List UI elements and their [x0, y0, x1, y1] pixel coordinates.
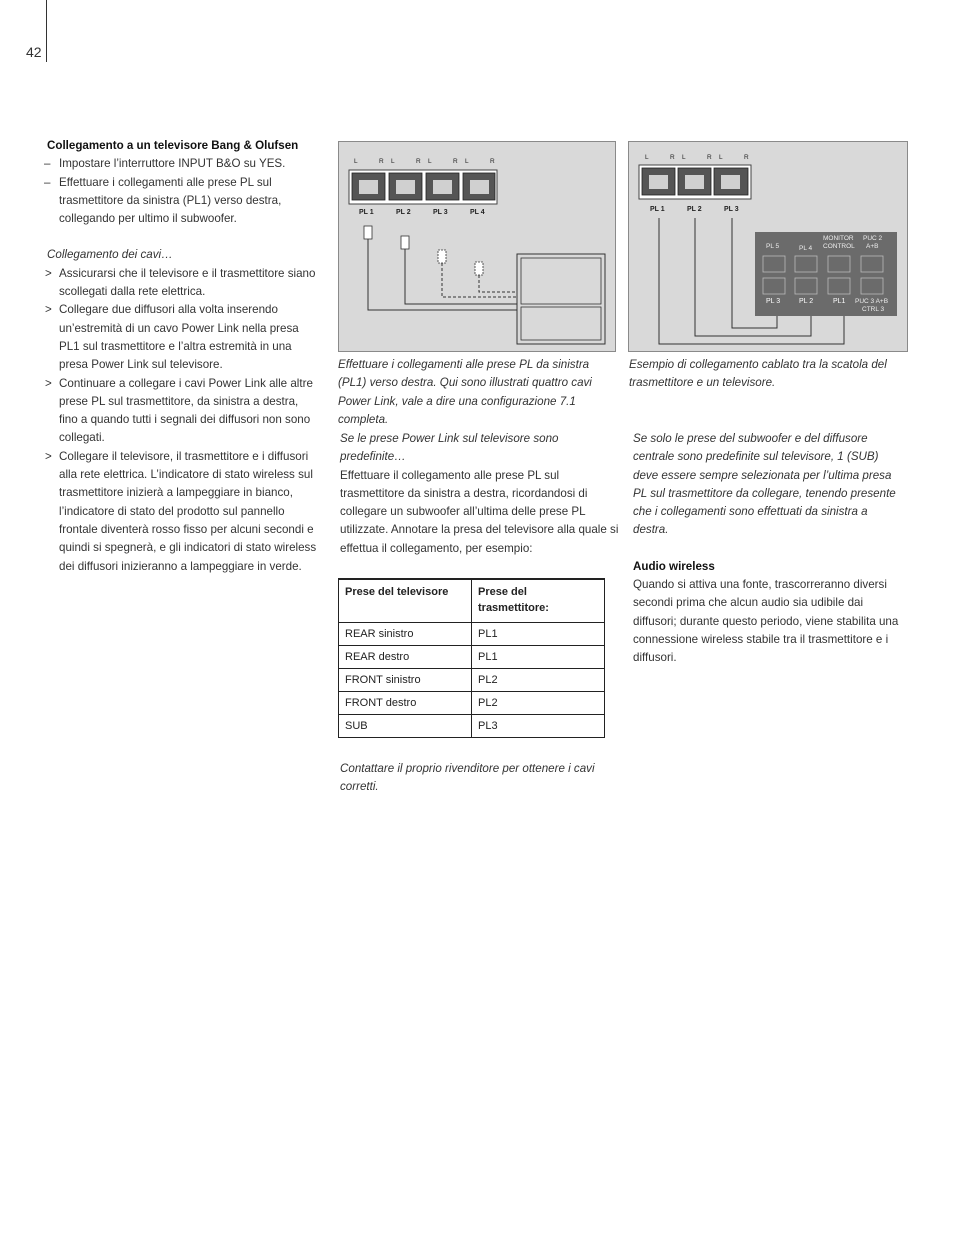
tv-port-label: PL 3: [766, 298, 781, 305]
tv-port-label: PL 5: [766, 243, 780, 250]
lr-label: R: [707, 154, 712, 161]
port-label: PL 1: [650, 206, 665, 213]
page-number: 42: [26, 44, 42, 60]
section-heading: Audio wireless: [633, 559, 715, 573]
port-label: PL 3: [724, 206, 739, 213]
lr-label: R: [453, 158, 458, 165]
table-row: [339, 669, 605, 692]
transmitter-diagram: [339, 142, 615, 351]
step-item: > Assicurarsi che il televisore e il trasmettitore siano scollegati dalla rete elettrica.: [47, 265, 319, 302]
table-cell: PL1: [472, 646, 605, 669]
connection-table: [338, 578, 605, 738]
lr-label: L: [719, 154, 723, 161]
table-cell: FRONT sinistro: [339, 669, 472, 692]
table-cell: REAR destro: [339, 646, 472, 669]
dealer-note: Contattare il proprio rivenditore per ottenere i cavi corretti.: [340, 762, 595, 794]
wired-connection-diagram: [629, 142, 907, 351]
figure-caption: Esempio di collegamento cablato tra la scatola del trasmettitore e un televisore.: [629, 358, 887, 390]
sub-heading: Se le prese Power Link sul televisore sono predefinite…: [340, 432, 559, 464]
lr-label: R: [744, 154, 749, 161]
lr-label: R: [416, 158, 421, 165]
table-cell: FRONT destro: [339, 692, 472, 715]
tv-port-label: PL 4: [799, 245, 813, 252]
table-cell: REAR sinistro: [339, 623, 472, 646]
figure-caption: Effettuare i collegamenti alle prese PL da sinistra (PL1) verso destra. Qui sono illustrati quattro cavi Power Link, vale a dire una configurazione 7.1 completa.: [338, 358, 592, 426]
table-row: [339, 692, 605, 715]
port-label: PL 4: [470, 209, 485, 216]
table-header-cell: Prese del televisore: [339, 579, 472, 623]
lr-label: L: [354, 158, 358, 165]
table-row: [339, 623, 605, 646]
page-margin-rule: [46, 0, 47, 62]
subwoofer-note: Se solo le prese del subwoofer e del diffusore centrale sono predefinite sul televisore, 1 (SUB) deve essere sempre selezionata per l’ultima presa PL sul trasmettitore da collegare, tenendo presente che i collegamenti sono effettuati da sinistra a destra.: [633, 432, 896, 537]
table-cell: PL2: [472, 692, 605, 715]
tv-port-label: PUC 2: [863, 235, 883, 242]
dash-list-item: – Impostare l’interruttore INPUT B&O su YES.: [47, 155, 319, 173]
tv-port-label: PL 2: [799, 298, 814, 305]
lr-label: R: [670, 154, 675, 161]
lr-label: L: [645, 154, 649, 161]
table-cell: PL2: [472, 669, 605, 692]
lr-label: L: [465, 158, 469, 165]
tv-port-label: MONITOR: [823, 235, 854, 242]
table-header-cell: Prese del trasmettitore:: [472, 579, 605, 623]
port-label: PL 3: [433, 209, 448, 216]
table-row: [339, 646, 605, 669]
lr-label: L: [391, 158, 395, 165]
body-text: Effettuare il collegamento alle prese PL sul trasmettitore da sinistra a destra, ricordandosi di collegare un subwoofer all’ultima delle prese PL utilizzate. Annotare la presa del televisore alla quale si effettua il collegamento, per esempio:: [340, 468, 619, 555]
lr-label: L: [428, 158, 432, 165]
tv-port-label: PL1: [833, 298, 846, 305]
step-item: > Continuare a collegare i cavi Power Link alle altre prese PL sul trasmettitore, da sinistra a destra, fino a quando tutti i segnali dei diffusori non sono collegati.: [47, 375, 319, 448]
lr-label: R: [490, 158, 495, 165]
port-label: PL 2: [687, 206, 702, 213]
step-item: > Collegare due diffusori alla volta inserendo un’estremità di un cavo Power Link nella presa PL1 sul trasmettitore e l’altra estremità in una presa Power Link sul televisore.: [47, 301, 319, 374]
figure-wired-connection: [628, 141, 908, 352]
table-header-row: [339, 579, 605, 623]
table-cell: PL3: [472, 715, 605, 738]
tv-port-label: CTRL 3: [862, 306, 885, 313]
figure-transmitter-pl-ports: [338, 141, 616, 352]
subwoofer-note-section: [633, 430, 905, 668]
dash-list-item: – Effettuare i collegamenti alle prese PL sul trasmettitore da sinistra (PL1) verso destra, collegando per ultimo il subwoofer.: [47, 174, 319, 229]
section-heading: Collegamento a un televisore Bang & Olufsen: [47, 139, 299, 152]
port-label: PL 2: [396, 209, 411, 216]
table-cell: SUB: [339, 715, 472, 738]
sub-heading: Collegamento dei cavi…: [47, 248, 173, 262]
tv-port-label: CONTROL: [823, 243, 855, 250]
tv-port-label: A+B: [866, 243, 879, 250]
predefined-sockets-section: [340, 430, 622, 558]
table-row: [339, 715, 605, 738]
table-cell: PL1: [472, 623, 605, 646]
lr-label: R: [379, 158, 384, 165]
step-item: > Collegare il televisore, il trasmettitore e i diffusori alla rete elettrica. L’indicatore di stato wireless sul trasmettitore inizierà a lampeggiare in bianco, l’indicatore di stato del prodotto sul pannello frontale diventerà rosso fisso per alcuni secondi e quindi si spegnerà, e gli indicatori di stato wireless dei diffusori inizieranno a lampeggiare in verde.: [47, 448, 319, 576]
port-label: PL 1: [359, 209, 374, 216]
lr-label: L: [682, 154, 686, 161]
body-text: Quando si attiva una fonte, trascorreranno diversi secondi prima che alcun audio sia udibile dai diffusori; durante questo periodo, viene stabilita una connessione wireless stabile tra il trasmettitore e i diffusori.: [633, 578, 899, 665]
tv-port-label: PUC 3 A+B: [855, 298, 889, 305]
instructions-column: [47, 137, 319, 576]
